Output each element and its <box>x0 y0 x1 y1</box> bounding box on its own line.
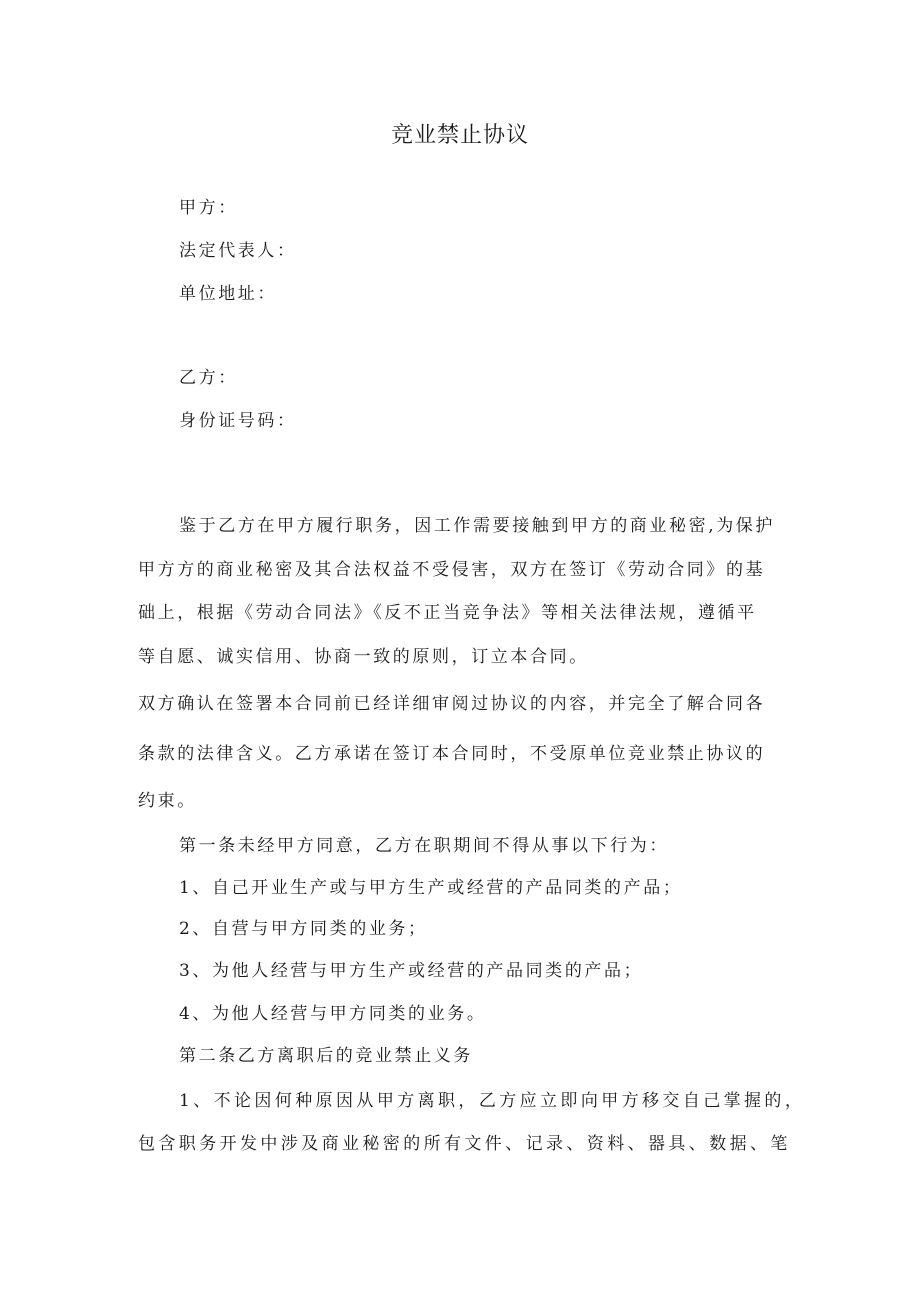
article-2-item-line: 包含职务开发中涉及商业秘密的所有文件、记录、资料、器具、数据、笔 <box>138 1134 791 1154</box>
article-2-item-line: 1、不论因何种原因从甲方离职，乙方应立即向甲方移交自己掌握的， <box>179 1091 806 1111</box>
address-label: 单位地址： <box>179 284 277 304</box>
document-title: 竞业禁止协议 <box>390 123 529 148</box>
party-a-label: 甲方： <box>179 198 238 218</box>
legal-rep-label: 法定代表人： <box>179 241 297 261</box>
article-1-item: 4、为他人经营与甲方同类的业务。 <box>179 1004 487 1024</box>
id-number-label: 身份证号码： <box>179 411 297 431</box>
article-2-heading: 第二条乙方离职后的竞业禁止义务 <box>179 1046 473 1066</box>
preamble-line: 甲方方的商业秘密及其合法权益不受侵害，双方在签订《劳动合同》的基 <box>138 560 766 580</box>
party-b-label: 乙方： <box>179 368 238 388</box>
article-1-item: 3、为他人经营与甲方生产或经营的产品同类的产品； <box>179 961 644 981</box>
preamble-line: 等自愿、诚实信用、协商一致的原则，订立本合同。 <box>138 647 589 667</box>
article-1-item: 2、自营与甲方同类的业务； <box>179 919 428 939</box>
confirmation-line: 约束。 <box>138 791 197 811</box>
preamble-line: 鉴于乙方在甲方履行职务，因工作需要接触到甲方的商业秘密,为保护 <box>179 516 776 536</box>
confirmation-line: 条款的法律含义。乙方承诺在签订本合同时，不受原单位竞业禁止协议的 <box>138 744 766 764</box>
article-1-item: 1、自己开业生产或与甲方生产或经营的产品同类的产品； <box>179 878 683 898</box>
confirmation-line: 双方确认在签署本合同前已经详细审阅过协议的内容，并完全了解合同各 <box>138 694 766 714</box>
preamble-line: 础上，根据《劳动合同法》《反不正当竞争法》等相关法律法规，遵循平 <box>138 603 757 623</box>
article-1-heading: 第一条未经甲方同意，乙方在职期间不得从事以下行为： <box>179 836 669 856</box>
